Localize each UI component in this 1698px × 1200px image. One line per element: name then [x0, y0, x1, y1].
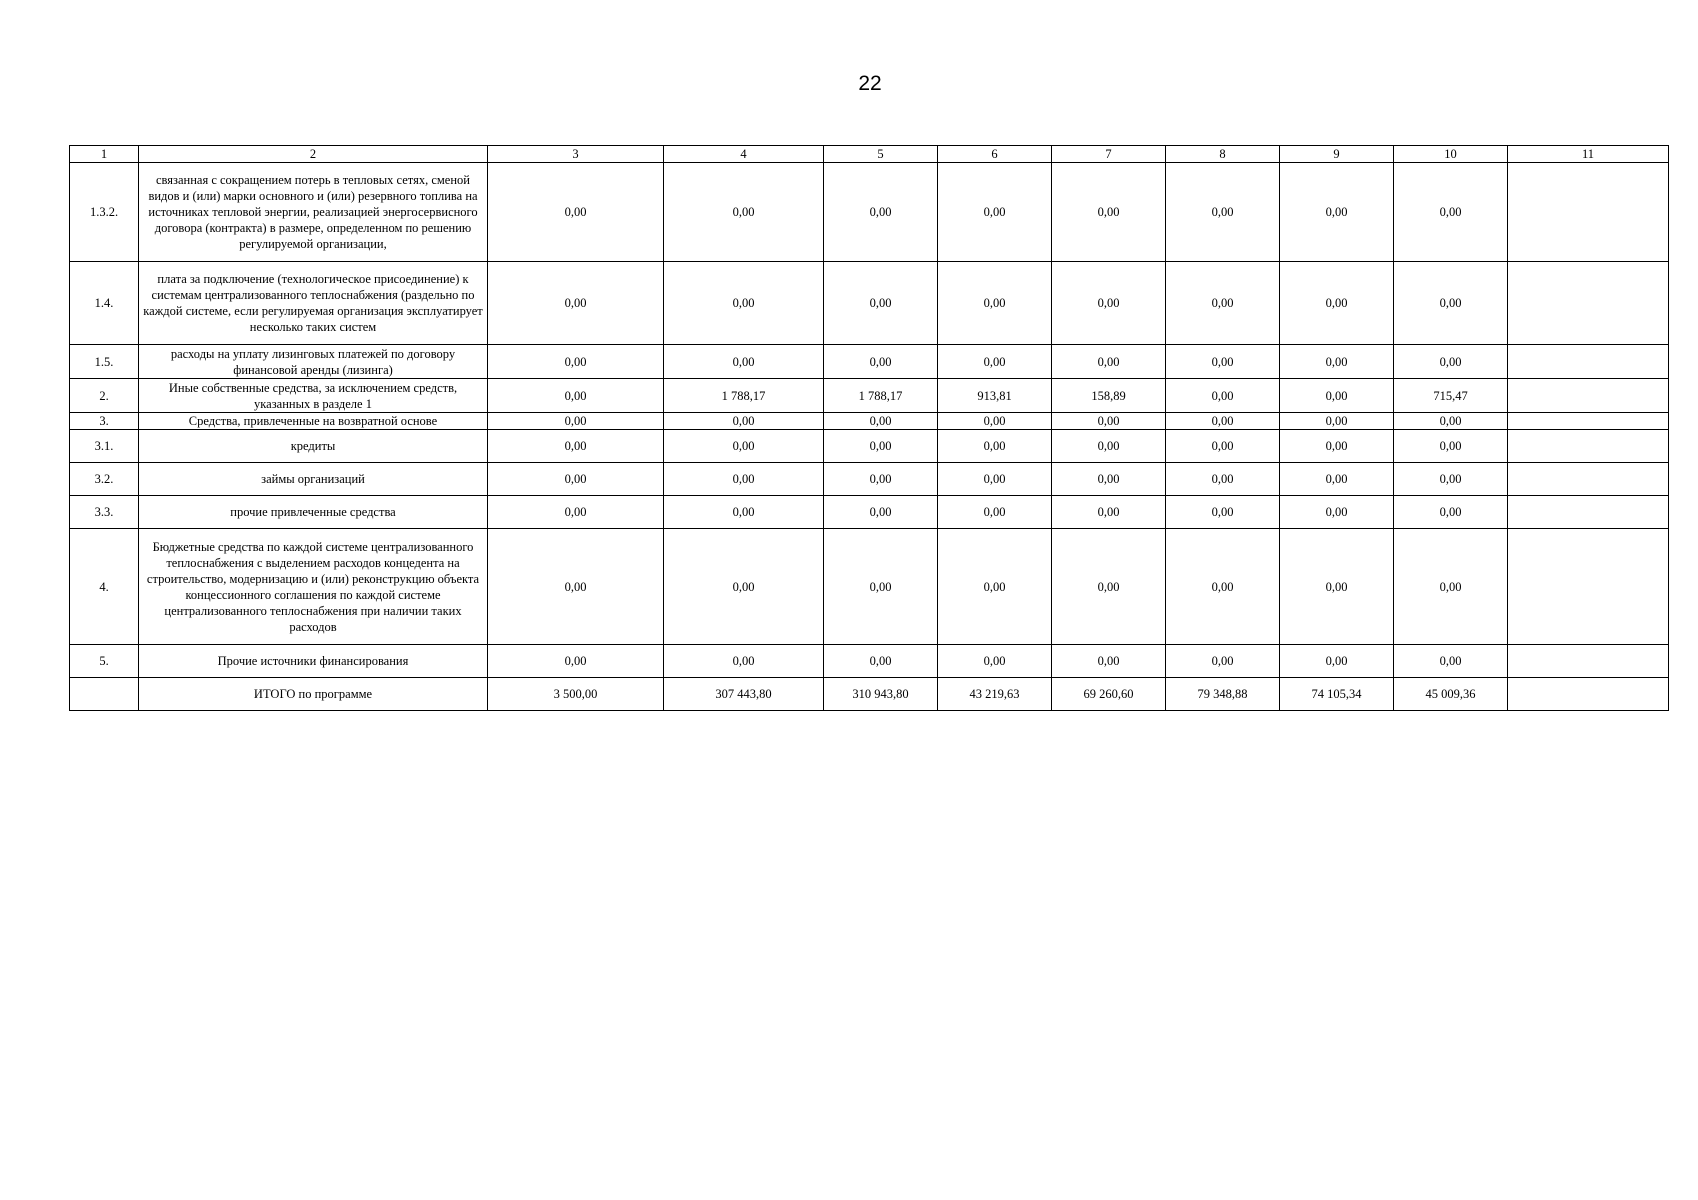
cell-value: [1508, 645, 1669, 678]
row-description: Средства, привлеченные на возвратной основе: [139, 413, 488, 430]
table-row: [70, 379, 1669, 413]
row-number: 2.: [70, 379, 139, 413]
cell-value: 715,47: [1394, 379, 1508, 413]
row-number: 1.5.: [70, 345, 139, 379]
cell-value: 0,00: [1394, 430, 1508, 463]
cell-value: 0,00: [1394, 163, 1508, 262]
cell-value: 0,00: [1394, 529, 1508, 645]
table-row: [70, 345, 1669, 379]
cell-value: 0,00: [1394, 413, 1508, 430]
cell-value: 0,00: [1280, 463, 1394, 496]
cell-value: 3 500,00: [488, 678, 664, 711]
cell-value: 0,00: [824, 645, 938, 678]
column-header: 10: [1394, 146, 1508, 163]
row-number: 4.: [70, 529, 139, 645]
cell-value: 0,00: [488, 163, 664, 262]
column-header: 7: [1052, 146, 1166, 163]
cell-value: 0,00: [1166, 529, 1280, 645]
column-number-row: [70, 146, 1669, 163]
page-number: 22: [858, 72, 882, 95]
cell-value: 0,00: [824, 430, 938, 463]
cell-value: 1 788,17: [664, 379, 824, 413]
cell-value: 310 943,80: [824, 678, 938, 711]
cell-value: 0,00: [488, 430, 664, 463]
cell-value: [1508, 430, 1669, 463]
cell-value: 0,00: [664, 413, 824, 430]
cell-value: [1508, 678, 1669, 711]
column-header: 9: [1280, 146, 1394, 163]
table-row: [70, 529, 1669, 645]
cell-value: 0,00: [938, 413, 1052, 430]
cell-value: 0,00: [1394, 345, 1508, 379]
table-row: [70, 413, 1669, 430]
row-description: кредиты: [139, 430, 488, 463]
column-header: 2: [139, 146, 488, 163]
table-row: [70, 645, 1669, 678]
cell-value: 0,00: [664, 463, 824, 496]
row-number: 3.3.: [70, 496, 139, 529]
cell-value: 307 443,80: [664, 678, 824, 711]
cell-value: 0,00: [938, 645, 1052, 678]
cell-value: 0,00: [824, 413, 938, 430]
cell-value: [1508, 379, 1669, 413]
cell-value: 0,00: [1166, 430, 1280, 463]
cell-value: 0,00: [488, 379, 664, 413]
cell-value: 0,00: [1280, 645, 1394, 678]
cell-value: 0,00: [938, 262, 1052, 345]
cell-value: 0,00: [1166, 345, 1280, 379]
cell-value: [1508, 345, 1669, 379]
financing-sources-table: [69, 145, 1669, 711]
cell-value: [1508, 163, 1669, 262]
cell-value: 0,00: [1280, 430, 1394, 463]
cell-value: 0,00: [1394, 262, 1508, 345]
cell-value: 0,00: [488, 345, 664, 379]
cell-value: 0,00: [1052, 645, 1166, 678]
total-row: [70, 678, 1669, 711]
row-description: ИТОГО по программе: [139, 678, 488, 711]
row-description: расходы на уплату лизинговых платежей по договору финансовой аренды (лизинга): [139, 345, 488, 379]
cell-value: 0,00: [824, 463, 938, 496]
cell-value: 0,00: [938, 463, 1052, 496]
cell-value: 0,00: [938, 430, 1052, 463]
row-number: [70, 678, 139, 711]
row-description: Иные собственные средства, за исключением средств, указанных в разделе 1: [139, 379, 488, 413]
cell-value: 0,00: [1166, 496, 1280, 529]
cell-value: 0,00: [664, 163, 824, 262]
cell-value: 0,00: [824, 496, 938, 529]
cell-value: 0,00: [1166, 163, 1280, 262]
cell-value: 0,00: [664, 529, 824, 645]
row-description: прочие привлеченные средства: [139, 496, 488, 529]
row-number: 3.2.: [70, 463, 139, 496]
cell-value: 0,00: [488, 496, 664, 529]
column-header: 5: [824, 146, 938, 163]
cell-value: 0,00: [1166, 463, 1280, 496]
row-number: 3.: [70, 413, 139, 430]
table-row: [70, 463, 1669, 496]
cell-value: 0,00: [1166, 645, 1280, 678]
cell-value: 0,00: [1052, 496, 1166, 529]
cell-value: 0,00: [1394, 645, 1508, 678]
cell-value: 0,00: [1052, 463, 1166, 496]
cell-value: 79 348,88: [1166, 678, 1280, 711]
cell-value: 0,00: [664, 262, 824, 345]
cell-value: 43 219,63: [938, 678, 1052, 711]
cell-value: 0,00: [488, 463, 664, 496]
row-number: 1.3.2.: [70, 163, 139, 262]
cell-value: 0,00: [664, 345, 824, 379]
cell-value: 913,81: [938, 379, 1052, 413]
cell-value: 0,00: [488, 529, 664, 645]
column-header: 1: [70, 146, 139, 163]
cell-value: 0,00: [1166, 379, 1280, 413]
cell-value: 0,00: [1052, 163, 1166, 262]
cell-value: 0,00: [664, 496, 824, 529]
cell-value: 0,00: [824, 529, 938, 645]
cell-value: 0,00: [664, 645, 824, 678]
cell-value: 0,00: [1394, 496, 1508, 529]
cell-value: [1508, 413, 1669, 430]
cell-value: 0,00: [1280, 345, 1394, 379]
row-description: займы организаций: [139, 463, 488, 496]
row-description: плата за подключение (технологическое присоединение) к системам централизованного теплоснабжения (раздельно по каждой системе, если регулируемая организация эксплуатирует несколько таких систем: [139, 262, 488, 345]
cell-value: 0,00: [938, 529, 1052, 645]
cell-value: 0,00: [488, 262, 664, 345]
cell-value: 1 788,17: [824, 379, 938, 413]
row-description: Прочие источники финансирования: [139, 645, 488, 678]
row-number: 3.1.: [70, 430, 139, 463]
cell-value: 0,00: [1280, 262, 1394, 345]
cell-value: 0,00: [938, 345, 1052, 379]
cell-value: 0,00: [938, 496, 1052, 529]
table-row: [70, 163, 1669, 262]
cell-value: 0,00: [1052, 345, 1166, 379]
cell-value: 45 009,36: [1394, 678, 1508, 711]
cell-value: 74 105,34: [1280, 678, 1394, 711]
row-description: связанная с сокращением потерь в тепловых сетях, сменой видов и (или) марки основного и (или) резервного топлива на источниках тепловой энергии, реализацией энергосервисного договора (контракта) в размере, определенном по решению регулируемой организации,: [139, 163, 488, 262]
table-row: [70, 262, 1669, 345]
cell-value: 0,00: [824, 163, 938, 262]
cell-value: 0,00: [664, 430, 824, 463]
cell-value: 69 260,60: [1052, 678, 1166, 711]
cell-value: 0,00: [1394, 463, 1508, 496]
cell-value: 0,00: [1166, 413, 1280, 430]
column-header: 11: [1508, 146, 1669, 163]
cell-value: 0,00: [1280, 379, 1394, 413]
cell-value: 0,00: [1052, 430, 1166, 463]
cell-value: 0,00: [824, 262, 938, 345]
cell-value: [1508, 496, 1669, 529]
cell-value: 0,00: [1280, 529, 1394, 645]
cell-value: 0,00: [938, 163, 1052, 262]
cell-value: 0,00: [1280, 413, 1394, 430]
column-header: 4: [664, 146, 824, 163]
cell-value: 158,89: [1052, 379, 1166, 413]
table-row: [70, 430, 1669, 463]
cell-value: 0,00: [488, 645, 664, 678]
table-row: [70, 496, 1669, 529]
cell-value: [1508, 463, 1669, 496]
cell-value: 0,00: [1052, 262, 1166, 345]
cell-value: 0,00: [1166, 262, 1280, 345]
cell-value: [1508, 529, 1669, 645]
row-number: 1.4.: [70, 262, 139, 345]
cell-value: 0,00: [1052, 413, 1166, 430]
cell-value: 0,00: [488, 413, 664, 430]
column-header: 8: [1166, 146, 1280, 163]
column-header: 6: [938, 146, 1052, 163]
cell-value: 0,00: [1280, 496, 1394, 529]
cell-value: [1508, 262, 1669, 345]
cell-value: 0,00: [1280, 163, 1394, 262]
cell-value: 0,00: [1052, 529, 1166, 645]
cell-value: 0,00: [824, 345, 938, 379]
row-description: Бюджетные средства по каждой системе централизованного теплоснабжения с выделением расходов концедента на строительство, модернизацию и (или) реконструкцию объекта концессионного соглашения по каждой системе централизованного теплоснабжения при наличии таких расходов: [139, 529, 488, 645]
column-header: 3: [488, 146, 664, 163]
row-number: 5.: [70, 645, 139, 678]
